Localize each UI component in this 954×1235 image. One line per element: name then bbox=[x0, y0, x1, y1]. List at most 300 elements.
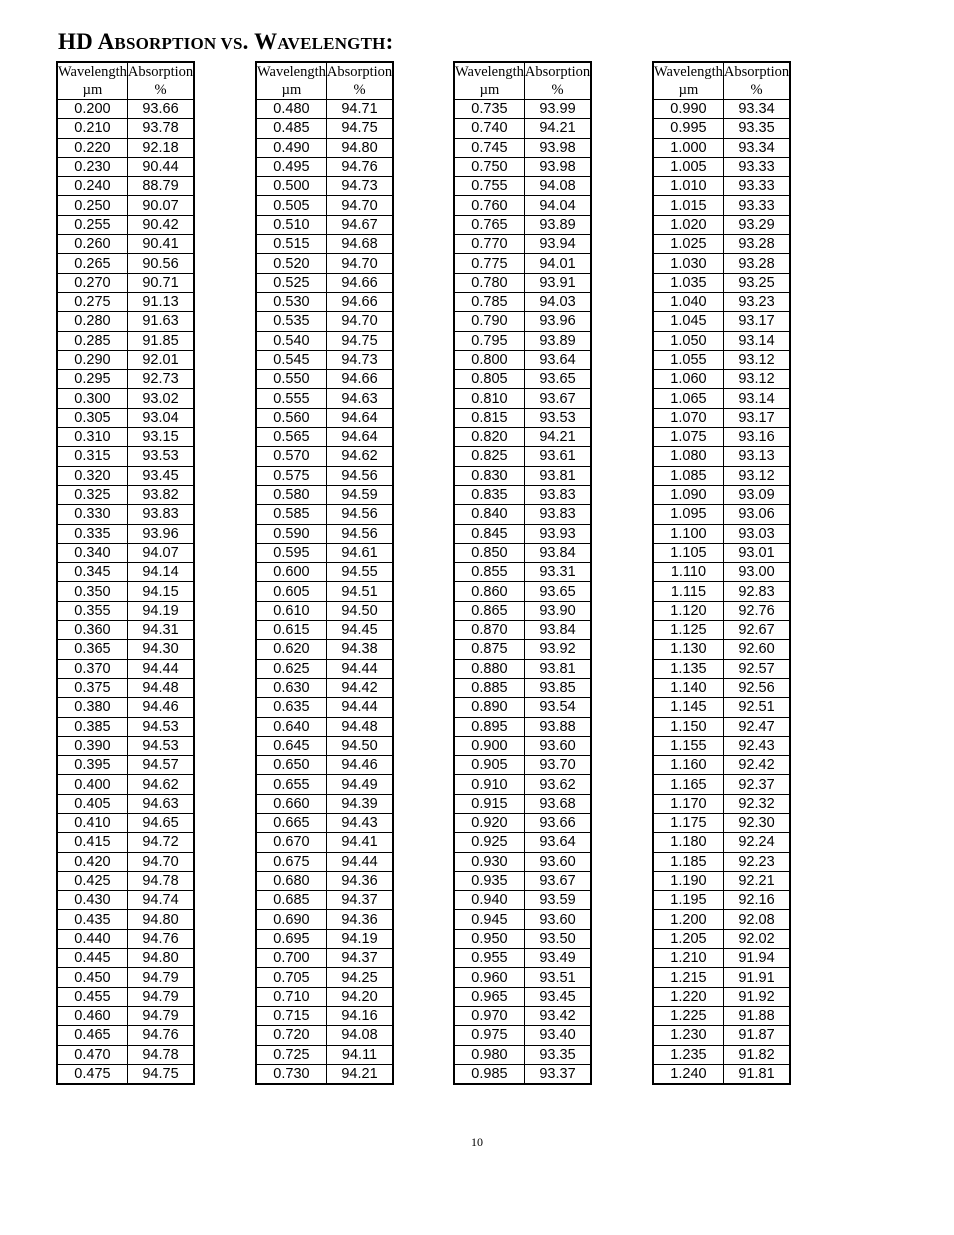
absorption-cell: 93.81 bbox=[524, 659, 591, 678]
absorption-cell: 93.82 bbox=[127, 485, 194, 504]
wavelength-cell: 0.935 bbox=[454, 871, 524, 890]
header-wavelength: Wavelength bbox=[654, 64, 723, 80]
table-row bbox=[256, 929, 393, 948]
absorption-cell: 94.74 bbox=[127, 891, 194, 910]
table-row bbox=[256, 582, 393, 601]
table-row bbox=[57, 582, 194, 601]
wavelength-cell: 0.970 bbox=[454, 1006, 524, 1025]
absorption-cell: 93.67 bbox=[524, 389, 591, 408]
wavelength-cell: 0.705 bbox=[256, 968, 326, 987]
header-absorption-unit: % bbox=[524, 81, 591, 100]
table-row bbox=[653, 331, 790, 350]
table-row bbox=[653, 466, 790, 485]
wavelength-cell: 1.200 bbox=[653, 910, 723, 929]
absorption-cell: 94.49 bbox=[326, 775, 393, 794]
absorption-cell: 93.51 bbox=[524, 968, 591, 987]
absorption-cell: 92.76 bbox=[723, 601, 790, 620]
wavelength-cell: 0.645 bbox=[256, 736, 326, 755]
table-row bbox=[256, 331, 393, 350]
table-row bbox=[256, 968, 393, 987]
header-row bbox=[256, 62, 393, 81]
table-row bbox=[653, 1045, 790, 1064]
table-row bbox=[57, 485, 194, 504]
absorption-cell: 90.56 bbox=[127, 254, 194, 273]
wavelength-cell: 0.610 bbox=[256, 601, 326, 620]
wavelength-cell: 0.630 bbox=[256, 678, 326, 697]
table-row bbox=[57, 543, 194, 562]
wavelength-cell: 1.180 bbox=[653, 833, 723, 852]
absorption-cell: 91.82 bbox=[723, 1045, 790, 1064]
wavelength-cell: 0.395 bbox=[57, 756, 127, 775]
wavelength-cell: 0.510 bbox=[256, 215, 326, 234]
absorption-cell: 93.17 bbox=[723, 312, 790, 331]
table-row bbox=[256, 273, 393, 292]
table-row bbox=[57, 1006, 194, 1025]
table-row bbox=[653, 756, 790, 775]
wavelength-cell: 1.055 bbox=[653, 350, 723, 369]
wavelength-cell: 0.740 bbox=[454, 119, 524, 138]
table-row bbox=[57, 813, 194, 832]
absorption-cell: 94.42 bbox=[326, 678, 393, 697]
wavelength-cell: 0.720 bbox=[256, 1026, 326, 1045]
wavelength-cell: 0.430 bbox=[57, 891, 127, 910]
table-row bbox=[256, 640, 393, 659]
table-row bbox=[57, 370, 194, 389]
table-row bbox=[454, 621, 591, 640]
wavelength-cell: 1.205 bbox=[653, 929, 723, 948]
absorption-cell: 94.39 bbox=[326, 794, 393, 813]
title-part: . W bbox=[242, 29, 278, 54]
wavelength-cell: 0.270 bbox=[57, 273, 127, 292]
table-row bbox=[57, 157, 194, 176]
table-row bbox=[57, 717, 194, 736]
table-row bbox=[256, 813, 393, 832]
absorption-cell: 94.56 bbox=[326, 466, 393, 485]
wavelength-cell: 0.400 bbox=[57, 775, 127, 794]
table-row bbox=[454, 756, 591, 775]
wavelength-cell: 0.730 bbox=[256, 1064, 326, 1084]
wavelength-cell: 0.710 bbox=[256, 987, 326, 1006]
table-row bbox=[57, 621, 194, 640]
wavelength-cell: 1.160 bbox=[653, 756, 723, 775]
table-row bbox=[653, 543, 790, 562]
table-row bbox=[653, 775, 790, 794]
wavelength-cell: 0.965 bbox=[454, 987, 524, 1006]
absorption-cell: 93.15 bbox=[127, 428, 194, 447]
wavelength-cell: 0.825 bbox=[454, 447, 524, 466]
wavelength-cell: 1.000 bbox=[653, 138, 723, 157]
wavelength-cell: 0.975 bbox=[454, 1026, 524, 1045]
table-row bbox=[256, 485, 393, 504]
wavelength-cell: 1.060 bbox=[653, 370, 723, 389]
absorption-cell: 93.85 bbox=[524, 678, 591, 697]
data-table-3 bbox=[453, 61, 592, 1085]
table-row bbox=[653, 350, 790, 369]
header-absorption-unit: % bbox=[723, 81, 790, 100]
header-unit-row bbox=[256, 81, 393, 100]
absorption-cell: 93.49 bbox=[524, 949, 591, 968]
table-row bbox=[256, 466, 393, 485]
wavelength-cell: 0.820 bbox=[454, 428, 524, 447]
table-row bbox=[454, 138, 591, 157]
absorption-cell: 94.71 bbox=[326, 100, 393, 119]
table-row bbox=[653, 949, 790, 968]
wavelength-cell: 0.535 bbox=[256, 312, 326, 331]
table-row bbox=[653, 485, 790, 504]
title-part: : bbox=[385, 29, 394, 54]
table-row bbox=[454, 1045, 591, 1064]
absorption-cell: 88.79 bbox=[127, 177, 194, 196]
wavelength-cell: 1.040 bbox=[653, 292, 723, 311]
wavelength-cell: 1.155 bbox=[653, 736, 723, 755]
table-row bbox=[653, 987, 790, 1006]
absorption-cell: 94.44 bbox=[326, 659, 393, 678]
table-row bbox=[454, 910, 591, 929]
wavelength-cell: 1.150 bbox=[653, 717, 723, 736]
wavelength-cell: 0.575 bbox=[256, 466, 326, 485]
table-row bbox=[57, 273, 194, 292]
absorption-cell: 94.04 bbox=[524, 196, 591, 215]
table-row bbox=[57, 678, 194, 697]
absorption-cell: 93.89 bbox=[524, 331, 591, 350]
table-row bbox=[256, 601, 393, 620]
wavelength-cell: 1.110 bbox=[653, 563, 723, 582]
absorption-cell: 93.28 bbox=[723, 235, 790, 254]
absorption-cell: 94.46 bbox=[326, 756, 393, 775]
table-row bbox=[653, 621, 790, 640]
table-row bbox=[256, 949, 393, 968]
wavelength-cell: 1.045 bbox=[653, 312, 723, 331]
wavelength-cell: 0.325 bbox=[57, 485, 127, 504]
wavelength-cell: 1.140 bbox=[653, 678, 723, 697]
absorption-cell: 94.80 bbox=[127, 949, 194, 968]
table-row bbox=[454, 813, 591, 832]
table-row bbox=[256, 910, 393, 929]
table-row bbox=[653, 119, 790, 138]
absorption-cell: 92.83 bbox=[723, 582, 790, 601]
table-row bbox=[57, 119, 194, 138]
wavelength-cell: 0.360 bbox=[57, 621, 127, 640]
table-row bbox=[653, 698, 790, 717]
absorption-cell: 93.65 bbox=[524, 370, 591, 389]
table-row bbox=[454, 852, 591, 871]
wavelength-cell: 0.835 bbox=[454, 485, 524, 504]
table-row bbox=[256, 312, 393, 331]
absorption-cell: 94.70 bbox=[127, 852, 194, 871]
absorption-cell: 90.71 bbox=[127, 273, 194, 292]
absorption-cell: 93.98 bbox=[524, 157, 591, 176]
header-unit-row bbox=[454, 81, 591, 100]
wavelength-cell: 1.135 bbox=[653, 659, 723, 678]
table-row bbox=[653, 968, 790, 987]
wavelength-cell: 1.195 bbox=[653, 891, 723, 910]
absorption-cell: 93.33 bbox=[723, 157, 790, 176]
wavelength-cell: 0.425 bbox=[57, 871, 127, 890]
table-row bbox=[454, 794, 591, 813]
absorption-cell: 94.70 bbox=[326, 196, 393, 215]
absorption-cell: 94.07 bbox=[127, 543, 194, 562]
table-row bbox=[256, 1064, 393, 1084]
wavelength-cell: 1.090 bbox=[653, 485, 723, 504]
wavelength-cell: 1.185 bbox=[653, 852, 723, 871]
absorption-cell: 94.48 bbox=[127, 678, 194, 697]
table-row bbox=[57, 100, 194, 119]
table-row bbox=[454, 582, 591, 601]
wavelength-cell: 0.305 bbox=[57, 408, 127, 427]
table-row bbox=[256, 215, 393, 234]
wavelength-cell: 0.625 bbox=[256, 659, 326, 678]
wavelength-cell: 0.310 bbox=[57, 428, 127, 447]
absorption-cell: 93.45 bbox=[524, 987, 591, 1006]
table-row bbox=[653, 196, 790, 215]
table-row bbox=[57, 428, 194, 447]
header-absorption: Absorption bbox=[127, 64, 194, 80]
table-row bbox=[454, 775, 591, 794]
table-row bbox=[57, 235, 194, 254]
wavelength-cell: 0.845 bbox=[454, 524, 524, 543]
table-row bbox=[57, 910, 194, 929]
table-row bbox=[454, 389, 591, 408]
table-row bbox=[653, 505, 790, 524]
absorption-cell: 94.21 bbox=[524, 119, 591, 138]
table-row bbox=[454, 698, 591, 717]
wavelength-cell: 0.315 bbox=[57, 447, 127, 466]
wavelength-cell: 0.620 bbox=[256, 640, 326, 659]
absorption-cell: 93.93 bbox=[524, 524, 591, 543]
wavelength-cell: 0.930 bbox=[454, 852, 524, 871]
wavelength-cell: 0.520 bbox=[256, 254, 326, 273]
absorption-cell: 93.66 bbox=[524, 813, 591, 832]
wavelength-cell: 0.600 bbox=[256, 563, 326, 582]
wavelength-cell: 0.815 bbox=[454, 408, 524, 427]
absorption-cell: 92.57 bbox=[723, 659, 790, 678]
table-row bbox=[653, 871, 790, 890]
absorption-cell: 94.76 bbox=[127, 929, 194, 948]
data-table-4 bbox=[652, 61, 791, 1085]
absorption-cell: 94.56 bbox=[326, 505, 393, 524]
table-row bbox=[653, 1026, 790, 1045]
table-row bbox=[256, 138, 393, 157]
wavelength-cell: 1.230 bbox=[653, 1026, 723, 1045]
absorption-cell: 92.60 bbox=[723, 640, 790, 659]
absorption-cell: 94.16 bbox=[326, 1006, 393, 1025]
absorption-cell: 94.37 bbox=[326, 949, 393, 968]
wavelength-cell: 1.065 bbox=[653, 389, 723, 408]
table-row bbox=[57, 1045, 194, 1064]
wavelength-cell: 0.450 bbox=[57, 968, 127, 987]
absorption-cell: 93.62 bbox=[524, 775, 591, 794]
wavelength-cell: 0.375 bbox=[57, 678, 127, 697]
wavelength-cell: 0.875 bbox=[454, 640, 524, 659]
absorption-cell: 93.81 bbox=[524, 466, 591, 485]
table-row bbox=[653, 910, 790, 929]
wavelength-cell: 0.615 bbox=[256, 621, 326, 640]
wavelength-cell: 0.895 bbox=[454, 717, 524, 736]
table-row bbox=[256, 235, 393, 254]
absorption-cell: 94.70 bbox=[326, 254, 393, 273]
absorption-cell: 92.51 bbox=[723, 698, 790, 717]
wavelength-cell: 0.210 bbox=[57, 119, 127, 138]
absorption-cell: 90.42 bbox=[127, 215, 194, 234]
wavelength-cell: 0.545 bbox=[256, 350, 326, 369]
table-row bbox=[454, 1006, 591, 1025]
header-absorption: Absorption bbox=[723, 64, 790, 80]
wavelength-cell: 0.715 bbox=[256, 1006, 326, 1025]
wavelength-cell: 1.100 bbox=[653, 524, 723, 543]
absorption-cell: 92.21 bbox=[723, 871, 790, 890]
wavelength-cell: 0.350 bbox=[57, 582, 127, 601]
absorption-cell: 94.30 bbox=[127, 640, 194, 659]
absorption-cell: 93.83 bbox=[524, 485, 591, 504]
absorption-cell: 93.04 bbox=[127, 408, 194, 427]
wavelength-cell: 0.755 bbox=[454, 177, 524, 196]
absorption-cell: 94.08 bbox=[524, 177, 591, 196]
absorption-cell: 94.65 bbox=[127, 813, 194, 832]
table-row bbox=[454, 350, 591, 369]
wavelength-cell: 0.585 bbox=[256, 505, 326, 524]
wavelength-cell: 1.130 bbox=[653, 640, 723, 659]
wavelength-cell: 0.280 bbox=[57, 312, 127, 331]
absorption-cell: 91.87 bbox=[723, 1026, 790, 1045]
table-row bbox=[57, 505, 194, 524]
table-row bbox=[653, 640, 790, 659]
wavelength-cell: 0.795 bbox=[454, 331, 524, 350]
wavelength-cell: 1.035 bbox=[653, 273, 723, 292]
table-row bbox=[653, 582, 790, 601]
header-wavelength: Wavelength bbox=[455, 64, 524, 80]
table-row bbox=[454, 215, 591, 234]
table-row bbox=[454, 235, 591, 254]
absorption-cell: 94.48 bbox=[326, 717, 393, 736]
absorption-cell: 92.56 bbox=[723, 678, 790, 697]
header-row bbox=[454, 62, 591, 81]
wavelength-cell: 0.370 bbox=[57, 659, 127, 678]
header-wavelength-unit: µm bbox=[57, 81, 127, 100]
absorption-cell: 93.34 bbox=[723, 138, 790, 157]
wavelength-cell: 0.650 bbox=[256, 756, 326, 775]
table-row bbox=[57, 563, 194, 582]
wavelength-cell: 0.340 bbox=[57, 543, 127, 562]
absorption-cell: 94.44 bbox=[127, 659, 194, 678]
wavelength-cell: 1.120 bbox=[653, 601, 723, 620]
table-row bbox=[454, 524, 591, 543]
wavelength-cell: 1.075 bbox=[653, 428, 723, 447]
table-row bbox=[454, 485, 591, 504]
wavelength-cell: 0.765 bbox=[454, 215, 524, 234]
absorption-cell: 90.44 bbox=[127, 157, 194, 176]
header-wavelength: Wavelength bbox=[58, 64, 127, 80]
absorption-cell: 93.16 bbox=[723, 428, 790, 447]
wavelength-cell: 0.915 bbox=[454, 794, 524, 813]
table-row bbox=[256, 100, 393, 119]
absorption-cell: 93.64 bbox=[524, 350, 591, 369]
data-table-1 bbox=[56, 61, 195, 1085]
table-row bbox=[653, 678, 790, 697]
wavelength-cell: 0.355 bbox=[57, 601, 127, 620]
absorption-cell: 91.92 bbox=[723, 987, 790, 1006]
table-row bbox=[454, 312, 591, 331]
wavelength-cell: 0.695 bbox=[256, 929, 326, 948]
absorption-cell: 93.35 bbox=[723, 119, 790, 138]
table-row bbox=[256, 157, 393, 176]
wavelength-cell: 0.435 bbox=[57, 910, 127, 929]
wavelength-cell: 0.515 bbox=[256, 235, 326, 254]
wavelength-cell: 0.240 bbox=[57, 177, 127, 196]
table-row bbox=[653, 929, 790, 948]
wavelength-cell: 0.580 bbox=[256, 485, 326, 504]
wavelength-cell: 1.095 bbox=[653, 505, 723, 524]
table-row bbox=[454, 987, 591, 1006]
absorption-cell: 93.65 bbox=[524, 582, 591, 601]
wavelength-cell: 0.220 bbox=[57, 138, 127, 157]
absorption-cell: 94.63 bbox=[326, 389, 393, 408]
table-row bbox=[256, 736, 393, 755]
table-row bbox=[454, 466, 591, 485]
absorption-cell: 92.02 bbox=[723, 929, 790, 948]
table-row bbox=[256, 196, 393, 215]
table-row bbox=[256, 505, 393, 524]
wavelength-cell: 0.530 bbox=[256, 292, 326, 311]
wavelength-cell: 0.770 bbox=[454, 235, 524, 254]
table-row bbox=[653, 100, 790, 119]
absorption-cell: 91.81 bbox=[723, 1064, 790, 1084]
table-row bbox=[57, 891, 194, 910]
table-row bbox=[256, 447, 393, 466]
header-absorption: Absorption bbox=[326, 64, 393, 80]
wavelength-cell: 1.050 bbox=[653, 331, 723, 350]
table-row bbox=[454, 370, 591, 389]
table-row bbox=[57, 698, 194, 717]
wavelength-cell: 1.145 bbox=[653, 698, 723, 717]
wavelength-cell: 0.950 bbox=[454, 929, 524, 948]
wavelength-cell: 0.260 bbox=[57, 235, 127, 254]
wavelength-cell: 0.955 bbox=[454, 949, 524, 968]
table-row bbox=[454, 1026, 591, 1045]
absorption-cell: 90.41 bbox=[127, 235, 194, 254]
wavelength-cell: 1.235 bbox=[653, 1045, 723, 1064]
table-row bbox=[256, 1026, 393, 1045]
table-row bbox=[454, 736, 591, 755]
table-row bbox=[454, 678, 591, 697]
wavelength-cell: 0.670 bbox=[256, 833, 326, 852]
absorption-cell: 94.56 bbox=[326, 524, 393, 543]
absorption-cell: 94.76 bbox=[127, 1026, 194, 1045]
absorption-cell: 93.03 bbox=[723, 524, 790, 543]
table-row bbox=[454, 100, 591, 119]
table-row bbox=[256, 775, 393, 794]
absorption-cell: 93.13 bbox=[723, 447, 790, 466]
table-row bbox=[454, 563, 591, 582]
table-row bbox=[653, 794, 790, 813]
absorption-cell: 93.01 bbox=[723, 543, 790, 562]
wavelength-cell: 1.175 bbox=[653, 813, 723, 832]
absorption-cell: 94.19 bbox=[127, 601, 194, 620]
wavelength-cell: 1.030 bbox=[653, 254, 723, 273]
wavelength-cell: 1.020 bbox=[653, 215, 723, 234]
absorption-cell: 93.33 bbox=[723, 177, 790, 196]
table-row bbox=[57, 177, 194, 196]
absorption-cell: 94.76 bbox=[326, 157, 393, 176]
absorption-cell: 94.50 bbox=[326, 736, 393, 755]
absorption-cell: 94.50 bbox=[326, 601, 393, 620]
table-row bbox=[256, 177, 393, 196]
absorption-cell: 94.21 bbox=[524, 428, 591, 447]
absorption-cell: 93.25 bbox=[723, 273, 790, 292]
absorption-cell: 94.79 bbox=[127, 987, 194, 1006]
table-row bbox=[454, 717, 591, 736]
absorption-cell: 94.73 bbox=[326, 177, 393, 196]
absorption-cell: 91.63 bbox=[127, 312, 194, 331]
